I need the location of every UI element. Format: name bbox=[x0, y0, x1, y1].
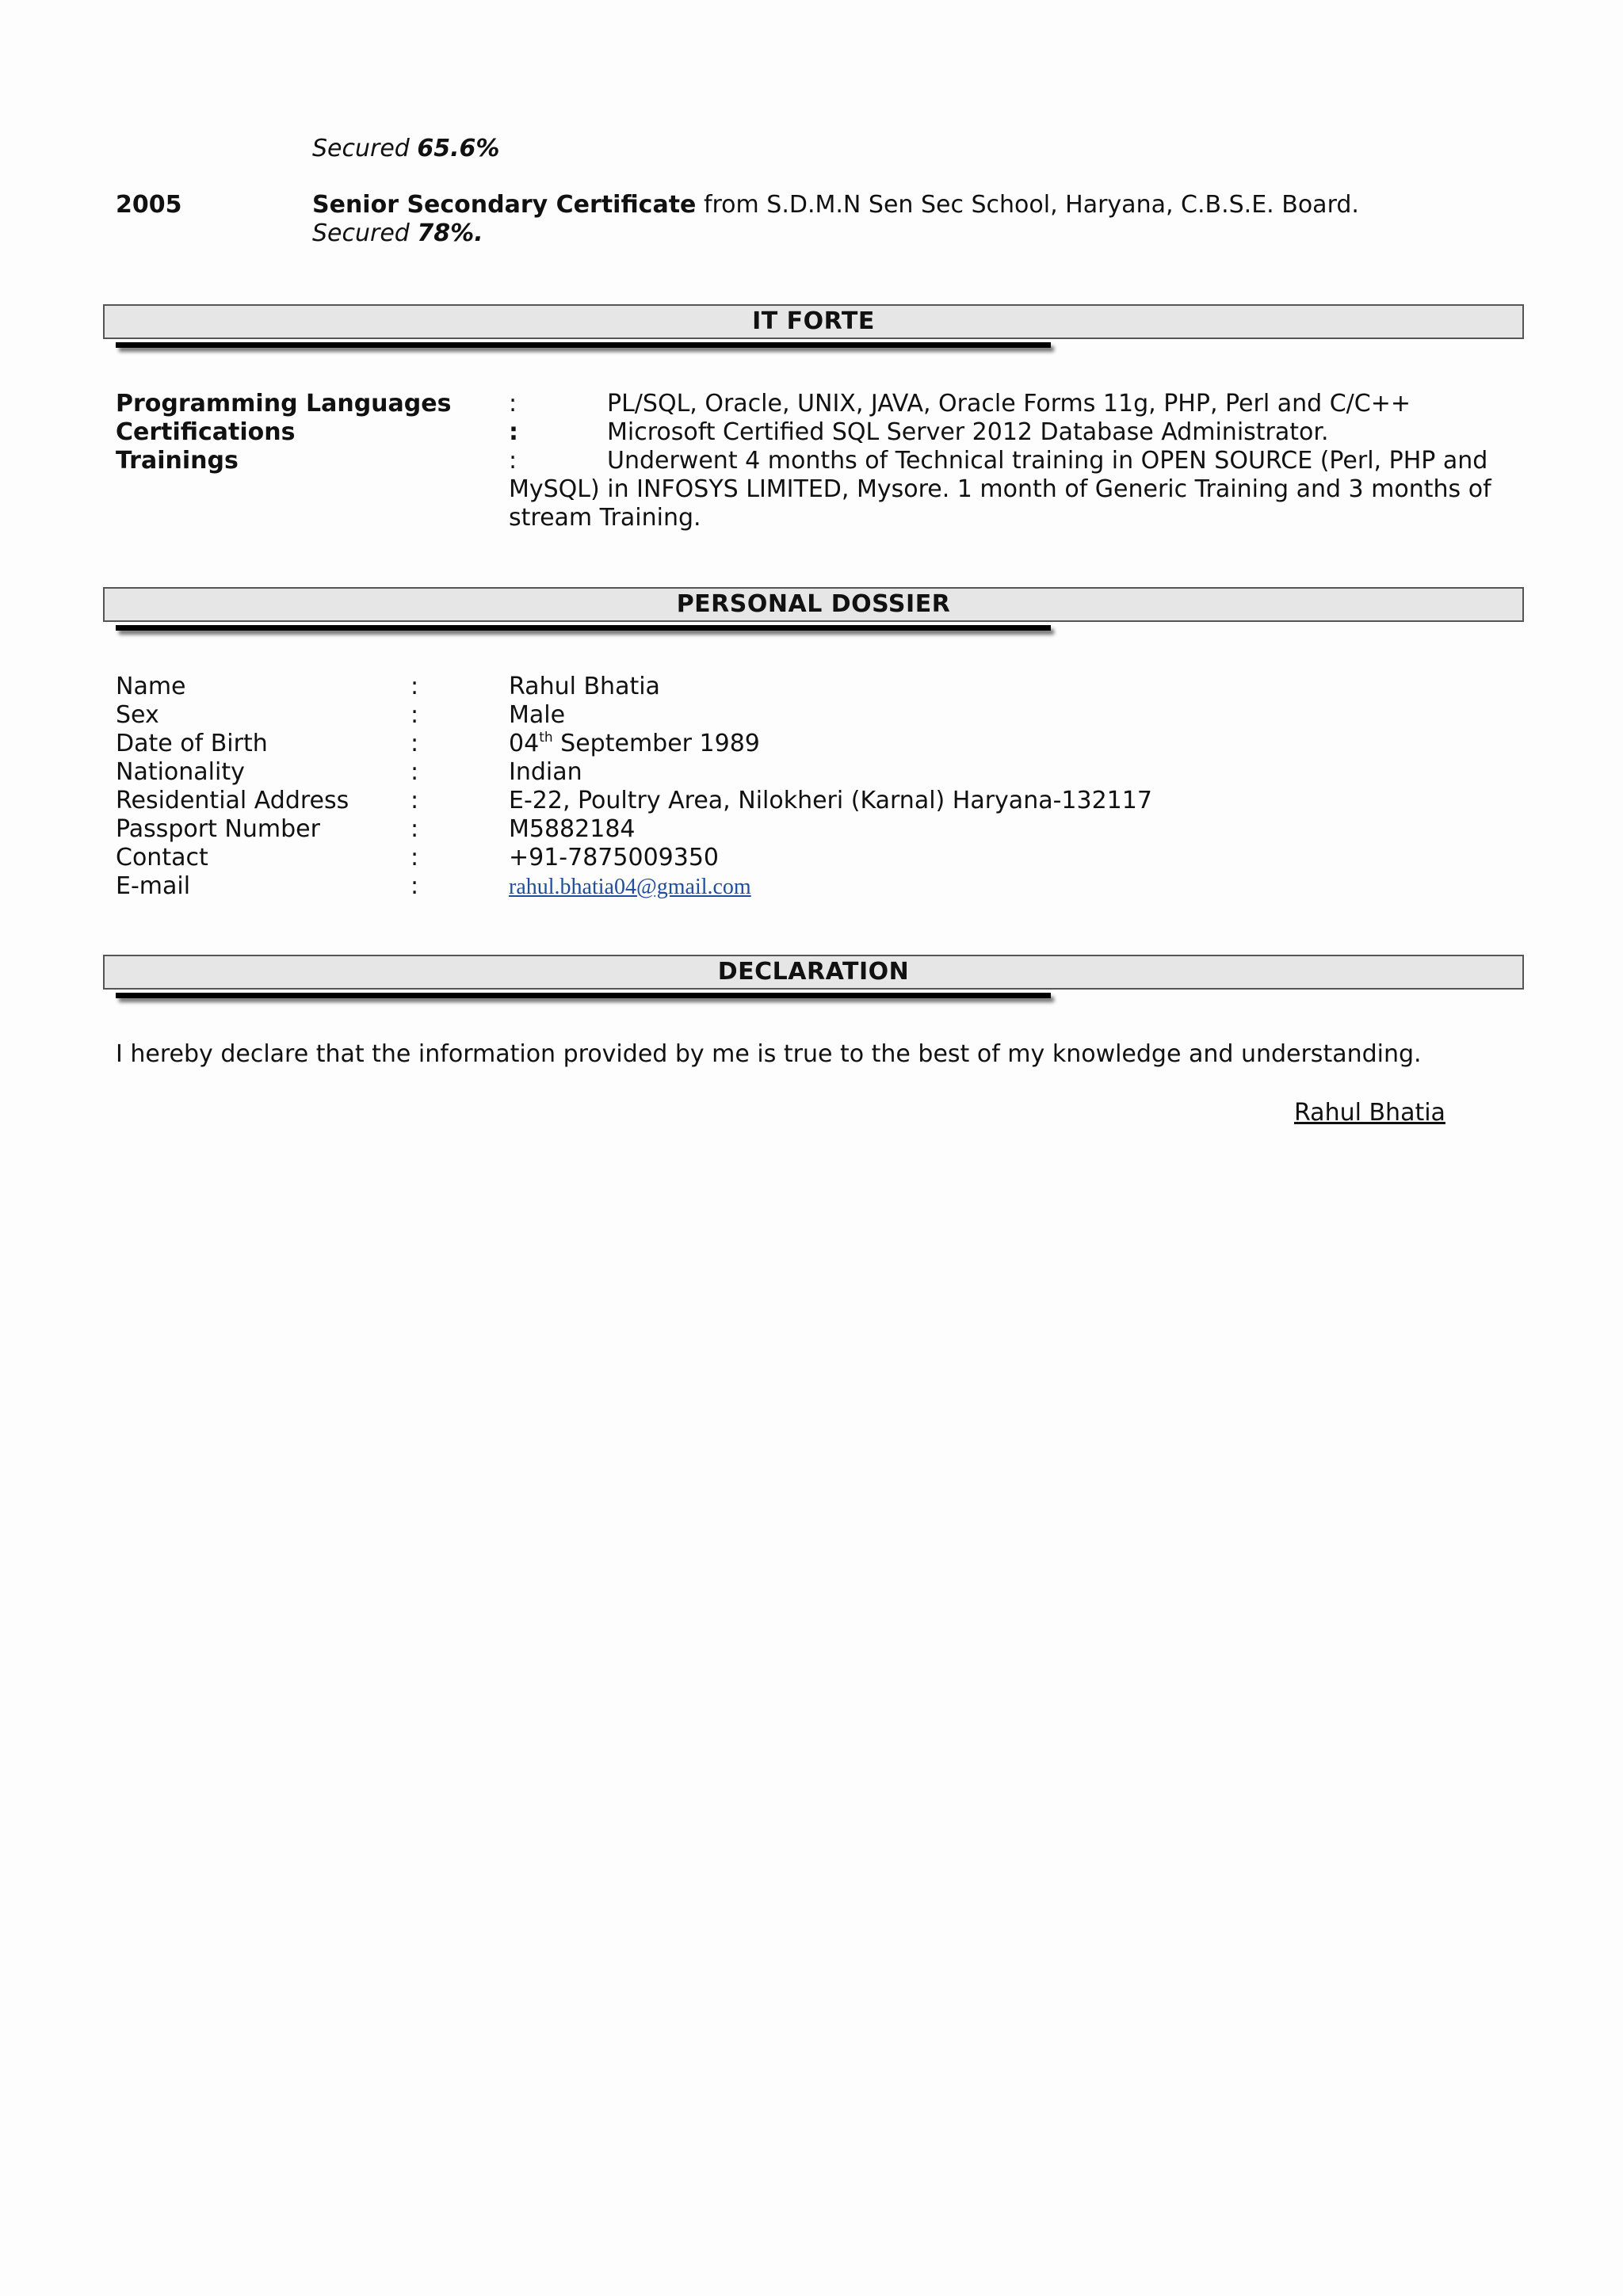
dob-day: 04 bbox=[509, 730, 540, 757]
secured-prefix: Secured bbox=[312, 135, 410, 162]
section-header-personal-dossier: PERSONAL DOSSIER bbox=[103, 587, 1524, 622]
it-value-trainings-line3: stream Training. bbox=[509, 504, 701, 532]
pd-label-name: Name bbox=[116, 673, 186, 700]
pd-label-address: Residential Address bbox=[116, 787, 349, 814]
pd-label-contact: Contact bbox=[116, 844, 208, 871]
it-value-programming: PL/SQL, Oracle, UNIX, JAVA, Oracle Forms 11g, PHP, Perl and C/C++ bbox=[607, 390, 1411, 418]
pd-label-sex: Sex bbox=[116, 701, 159, 729]
signature: Rahul Bhatia bbox=[1294, 1099, 1445, 1127]
it-value-trainings: Underwent 4 months of Technical training in OPEN SOURCE (Perl, PHP and bbox=[607, 447, 1488, 475]
dob-ordinal: th bbox=[539, 730, 553, 746]
education-year: 2005 bbox=[116, 191, 182, 219]
pd-label-dob: Date of Birth bbox=[116, 730, 268, 757]
pd-value-contact: +91-7875009350 bbox=[509, 844, 720, 871]
it-value-certifications: Microsoft Certified SQL Server 2012 Database Administrator. bbox=[607, 418, 1329, 446]
section-header-declaration: DECLARATION bbox=[103, 955, 1524, 990]
previous-secured-line bbox=[312, 135, 499, 163]
it-value-trainings-line2: MySQL) in INFOSYS LIMITED, Mysore. 1 month of Generic Training and 3 months of bbox=[509, 475, 1491, 503]
declaration-text: I hereby declare that the information provided by me is true to the best of my knowledge and understanding. bbox=[116, 1040, 1422, 1068]
email-link[interactable]: rahul.bhatia04@gmail.com bbox=[509, 875, 751, 899]
pd-label-nationality: Nationality bbox=[116, 758, 245, 786]
pd-value-passport: M5882184 bbox=[509, 815, 636, 843]
certificate-line bbox=[312, 191, 1359, 219]
section-header-it-forte: IT FORTE bbox=[103, 304, 1524, 339]
it-colon: : bbox=[509, 390, 517, 418]
pd-colon: : bbox=[411, 844, 419, 871]
pd-value-nationality: Indian bbox=[509, 758, 582, 786]
certificate-details: from S.D.M.N Sen Sec School, Haryana, C.B.S.E. Board. bbox=[696, 191, 1359, 219]
it-label-programming: Programming Languages bbox=[116, 390, 452, 418]
secured-value: 78%. bbox=[417, 219, 483, 247]
secured-value: 65.6% bbox=[417, 135, 500, 162]
certificate-title: Senior Secondary Certificate bbox=[312, 191, 697, 219]
pd-value-email-wrap bbox=[509, 872, 751, 902]
section-underline bbox=[116, 342, 1051, 348]
section-underline bbox=[116, 625, 1051, 631]
it-label-trainings: Trainings bbox=[116, 447, 239, 475]
pd-colon: : bbox=[411, 787, 419, 814]
pd-colon: : bbox=[411, 872, 419, 900]
dob-rest: September 1989 bbox=[552, 730, 760, 757]
pd-value-sex: Male bbox=[509, 701, 566, 729]
pd-colon: : bbox=[411, 815, 419, 843]
it-label-certifications: Certifications bbox=[116, 418, 296, 446]
secured-prefix: Secured bbox=[312, 219, 410, 247]
pd-label-email: E-mail bbox=[116, 872, 191, 900]
pd-colon: : bbox=[411, 758, 419, 786]
it-colon: : bbox=[509, 418, 518, 446]
pd-colon: : bbox=[411, 673, 419, 700]
pd-label-passport: Passport Number bbox=[116, 815, 320, 843]
it-colon: : bbox=[509, 447, 517, 475]
pd-value-address: E-22, Poultry Area, Nilokheri (Karnal) Haryana-132117 bbox=[509, 787, 1152, 814]
pd-colon: : bbox=[411, 701, 419, 729]
pd-colon: : bbox=[411, 730, 419, 757]
secured-line bbox=[312, 219, 483, 248]
section-underline bbox=[116, 993, 1051, 998]
pd-value-dob bbox=[509, 730, 760, 758]
pd-value-name: Rahul Bhatia bbox=[509, 673, 660, 700]
